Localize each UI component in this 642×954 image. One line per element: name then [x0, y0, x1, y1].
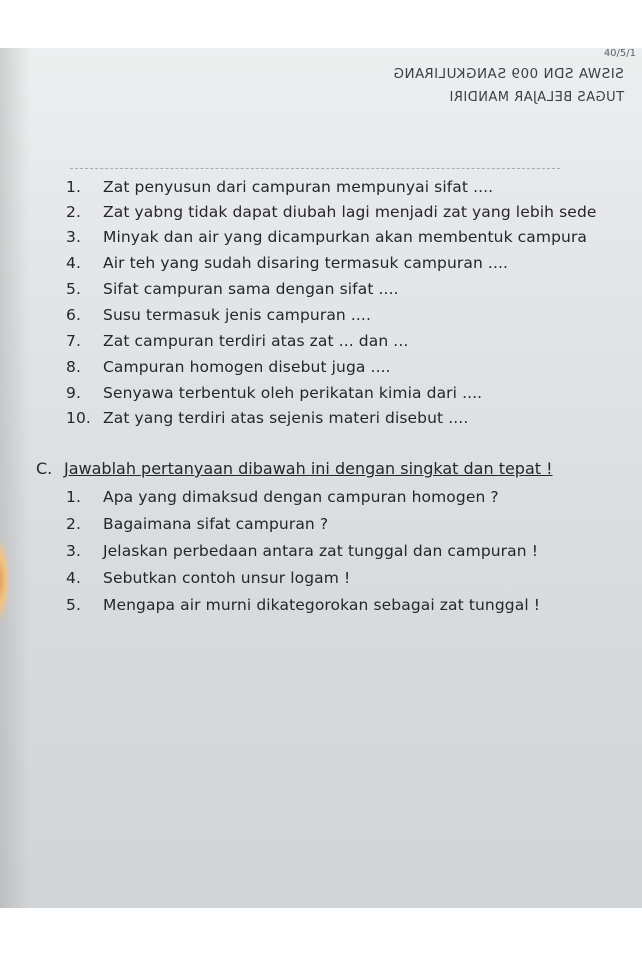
question-number: 3. [66, 542, 81, 560]
question-item [66, 332, 408, 350]
question-number: 7. [66, 332, 81, 350]
question-item [66, 280, 399, 298]
question-text: Susu termasuk jenis campuran .... [103, 306, 371, 324]
question-text: Mengapa air murni dikategorokan sebagai zat tunggal ! [103, 596, 541, 614]
question-text: Zat yabng tidak dapat diubah lagi menjadi zat yang lebih sede [103, 203, 597, 221]
section-title: Jawablah pertanyaan dibawah ini dengan singkat dan tepat ! [64, 459, 553, 478]
question-text: Sifat campuran sama dengan sifat .... [103, 280, 399, 298]
question-item [66, 569, 350, 587]
question-item [66, 542, 538, 560]
question-item [66, 596, 540, 614]
question-item [66, 515, 328, 533]
section-c-heading [36, 459, 553, 478]
question-number: 5. [66, 280, 81, 298]
question-text: Minyak dan air yang dicampurkan akan membentuk campura [103, 228, 588, 246]
question-item [66, 203, 597, 221]
divider-line [70, 168, 560, 169]
question-text: Air teh yang sudah disaring termasuk campuran .... [103, 254, 509, 272]
question-number: 10. [66, 409, 91, 427]
question-text: Bagaimana sifat campuran ? [103, 515, 329, 533]
question-number: 5. [66, 596, 81, 614]
question-number: 9. [66, 384, 81, 402]
question-item [66, 358, 391, 376]
question-number: 4. [66, 569, 81, 587]
question-number: 1. [66, 178, 81, 196]
question-number: 3. [66, 228, 81, 246]
mirrored-header-line-1: SISWA SDN 009 SANGKULIRANG [393, 66, 624, 82]
question-text: Zat campuran terdiri atas zat ... dan ... [103, 332, 409, 350]
mirrored-header-line-2: TUGAS BELAJAR MANDIRI [448, 90, 624, 105]
question-item [66, 228, 587, 246]
question-text: Senyawa terbentuk oleh perikatan kimia dari .... [103, 384, 483, 402]
corner-handwritten-note: 40/5/1 [603, 48, 636, 59]
section-letter: C. [36, 459, 53, 478]
question-text: Zat yang terdiri atas sejenis materi disebut .... [103, 409, 469, 427]
question-number: 1. [66, 488, 81, 506]
finger-smudge [0, 540, 10, 620]
question-item [66, 306, 371, 324]
question-number: 8. [66, 358, 81, 376]
question-text: Apa yang dimaksud dengan campuran homogen ? [103, 488, 499, 506]
question-item [66, 488, 499, 506]
question-item [66, 409, 468, 427]
question-number: 4. [66, 254, 81, 272]
question-text: Campuran homogen disebut juga .... [103, 358, 391, 376]
question-item [66, 384, 482, 402]
question-text: Sebutkan contoh unsur logam ! [103, 569, 351, 587]
question-text: Jelaskan perbedaan antara zat tunggal dan campuran ! [103, 542, 539, 560]
question-number: 2. [66, 515, 81, 533]
question-text: Zat penyusun dari campuran mempunyai sifat .... [103, 178, 494, 196]
question-item [66, 178, 493, 196]
worksheet-paper [0, 48, 642, 908]
question-item [66, 254, 508, 272]
question-number: 6. [66, 306, 81, 324]
question-number: 2. [66, 203, 81, 221]
